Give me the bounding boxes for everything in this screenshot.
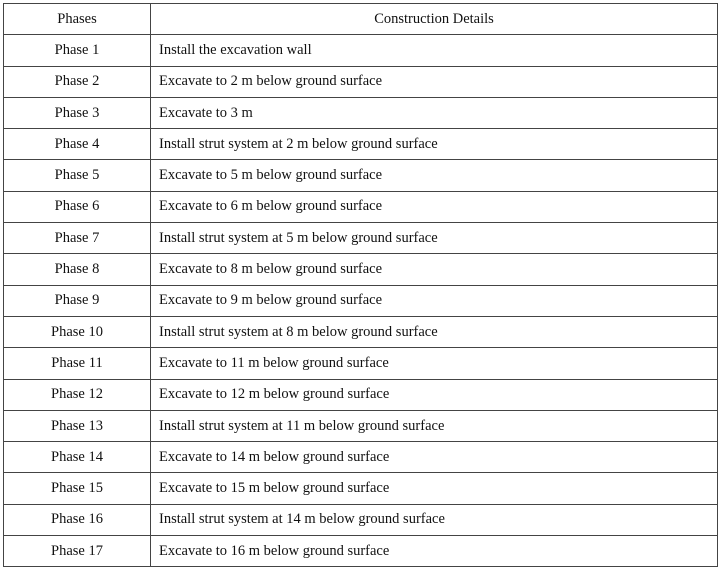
details-cell: Install strut system at 14 m below ground surface <box>151 504 718 535</box>
details-cell: Excavate to 11 m below ground surface <box>151 348 718 379</box>
phase-cell: Phase 9 <box>4 285 151 316</box>
details-cell: Install strut system at 8 m below ground surface <box>151 316 718 347</box>
table-row <box>4 504 718 535</box>
table-row <box>4 536 718 567</box>
phase-cell: Phase 2 <box>4 66 151 97</box>
details-cell: Excavate to 9 m below ground surface <box>151 285 718 316</box>
details-cell: Excavate to 12 m below ground surface <box>151 379 718 410</box>
details-cell: Install strut system at 11 m below ground surface <box>151 410 718 441</box>
table-row <box>4 35 718 66</box>
construction-details-column-header: Construction Details <box>151 4 718 35</box>
phase-cell: Phase 6 <box>4 191 151 222</box>
phases-column-header: Phases <box>4 4 151 35</box>
details-cell: Excavate to 15 m below ground surface <box>151 473 718 504</box>
phase-cell: Phase 12 <box>4 379 151 410</box>
details-cell: Excavate to 2 m below ground surface <box>151 66 718 97</box>
table-header-row <box>4 4 718 35</box>
phase-cell: Phase 16 <box>4 504 151 535</box>
details-cell: Install strut system at 5 m below ground surface <box>151 223 718 254</box>
phase-cell: Phase 4 <box>4 129 151 160</box>
phase-cell: Phase 10 <box>4 316 151 347</box>
table-row <box>4 379 718 410</box>
table-row <box>4 97 718 128</box>
details-cell: Install strut system at 2 m below ground surface <box>151 129 718 160</box>
phase-cell: Phase 11 <box>4 348 151 379</box>
phase-cell: Phase 5 <box>4 160 151 191</box>
table-row <box>4 223 718 254</box>
details-cell: Excavate to 8 m below ground surface <box>151 254 718 285</box>
details-cell: Excavate to 5 m below ground surface <box>151 160 718 191</box>
table-row <box>4 348 718 379</box>
table-row <box>4 473 718 504</box>
table-row <box>4 66 718 97</box>
details-cell: Excavate to 6 m below ground surface <box>151 191 718 222</box>
phase-cell: Phase 8 <box>4 254 151 285</box>
phase-cell: Phase 7 <box>4 223 151 254</box>
phase-cell: Phase 3 <box>4 97 151 128</box>
table-row <box>4 129 718 160</box>
details-cell: Excavate to 14 m below ground surface <box>151 442 718 473</box>
phase-cell: Phase 17 <box>4 536 151 567</box>
details-cell: Excavate to 3 m <box>151 97 718 128</box>
table-row <box>4 410 718 441</box>
table-row <box>4 442 718 473</box>
details-cell: Excavate to 16 m below ground surface <box>151 536 718 567</box>
phase-cell: Phase 15 <box>4 473 151 504</box>
table-row <box>4 285 718 316</box>
details-cell: Install the excavation wall <box>151 35 718 66</box>
construction-phases-table <box>3 3 718 567</box>
table-row <box>4 254 718 285</box>
phase-cell: Phase 13 <box>4 410 151 441</box>
table-row <box>4 316 718 347</box>
phase-cell: Phase 1 <box>4 35 151 66</box>
table-row <box>4 191 718 222</box>
table-row <box>4 160 718 191</box>
phase-cell: Phase 14 <box>4 442 151 473</box>
